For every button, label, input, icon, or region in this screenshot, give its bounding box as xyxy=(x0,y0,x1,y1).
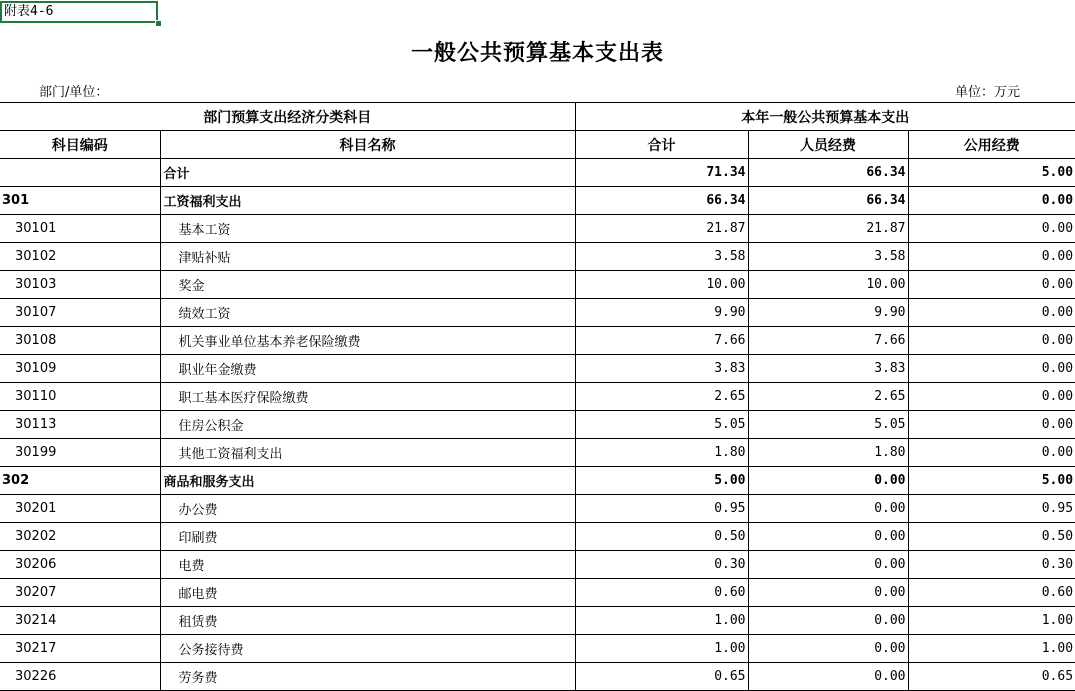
row-personnel-cell[interactable]: 9.90 xyxy=(748,299,908,327)
row-code-cell[interactable]: 30103 xyxy=(0,271,160,299)
row-public-cell[interactable]: 0.30 xyxy=(908,551,1075,579)
row-public-cell[interactable]: 0.00 xyxy=(908,383,1075,411)
row-name-cell[interactable]: 职工基本医疗保险缴费 xyxy=(160,383,575,411)
row-public-cell[interactable]: 0.00 xyxy=(908,327,1075,355)
row-personnel-cell[interactable]: 0.00 xyxy=(748,467,908,495)
row-total-cell[interactable]: 5.05 xyxy=(575,411,748,439)
table-row xyxy=(0,411,1075,439)
row-total-cell[interactable]: 7.66 xyxy=(575,327,748,355)
row-name-cell[interactable]: 合计 xyxy=(160,159,575,187)
unit-label: 单位：万元 xyxy=(955,85,1021,100)
row-total-cell[interactable]: 10.00 xyxy=(575,271,748,299)
header-code: 科目编码 xyxy=(0,131,160,159)
row-public-cell[interactable]: 0.95 xyxy=(908,495,1075,523)
row-code-cell[interactable]: 30102 xyxy=(0,243,160,271)
row-name-cell[interactable]: 工资福利支出 xyxy=(160,187,575,215)
table-row xyxy=(0,383,1075,411)
row-personnel-cell[interactable]: 0.00 xyxy=(748,663,908,691)
row-code-cell[interactable] xyxy=(0,159,160,187)
header-group-right: 本年一般公共预算基本支出 xyxy=(575,103,1075,131)
row-code-cell[interactable]: 30110 xyxy=(0,383,160,411)
row-name-cell[interactable]: 奖金 xyxy=(160,271,575,299)
row-total-cell[interactable]: 3.83 xyxy=(575,355,748,383)
row-public-cell[interactable]: 0.60 xyxy=(908,579,1075,607)
row-public-cell[interactable]: 0.00 xyxy=(908,271,1075,299)
row-personnel-cell[interactable]: 2.65 xyxy=(748,383,908,411)
row-public-cell[interactable]: 0.00 xyxy=(908,215,1075,243)
row-public-cell[interactable]: 0.00 xyxy=(908,411,1075,439)
row-code-cell[interactable]: 30217 xyxy=(0,635,160,663)
table-row xyxy=(0,327,1075,355)
row-code-cell[interactable]: 302 xyxy=(0,467,160,495)
row-personnel-cell[interactable]: 21.87 xyxy=(748,215,908,243)
header-public: 公用经费 xyxy=(908,131,1075,159)
cell-ref-text: 附表4-6 xyxy=(4,4,54,19)
row-code-cell[interactable]: 30207 xyxy=(0,579,160,607)
row-name-cell[interactable]: 商品和服务支出 xyxy=(160,467,575,495)
table-row xyxy=(0,159,1075,187)
row-total-cell[interactable]: 0.60 xyxy=(575,579,748,607)
table-row xyxy=(0,551,1075,579)
table-row xyxy=(0,187,1075,215)
table-row xyxy=(0,355,1075,383)
table-row xyxy=(0,635,1075,663)
table-row xyxy=(0,579,1075,607)
row-public-cell[interactable]: 0.00 xyxy=(908,439,1075,467)
row-public-cell[interactable]: 0.00 xyxy=(908,299,1075,327)
row-personnel-cell[interactable]: 3.83 xyxy=(748,355,908,383)
row-total-cell[interactable]: 0.50 xyxy=(575,523,748,551)
row-name-cell[interactable]: 机关事业单位基本养老保险缴费 xyxy=(160,327,575,355)
row-total-cell[interactable]: 9.90 xyxy=(575,299,748,327)
row-public-cell[interactable]: 0.00 xyxy=(908,243,1075,271)
table-row xyxy=(0,271,1075,299)
row-code-cell[interactable]: 30107 xyxy=(0,299,160,327)
row-total-cell[interactable]: 1.80 xyxy=(575,439,748,467)
row-personnel-cell[interactable]: 0.00 xyxy=(748,607,908,635)
row-personnel-cell[interactable]: 66.34 xyxy=(748,159,908,187)
header-group-left: 部门预算支出经济分类科目 xyxy=(0,103,575,131)
row-public-cell[interactable]: 5.00 xyxy=(908,159,1075,187)
row-public-cell[interactable]: 1.00 xyxy=(908,607,1075,635)
row-personnel-cell[interactable]: 0.00 xyxy=(748,523,908,551)
row-personnel-cell[interactable]: 3.58 xyxy=(748,243,908,271)
row-total-cell[interactable]: 3.58 xyxy=(575,243,748,271)
row-public-cell[interactable]: 0.00 xyxy=(908,187,1075,215)
row-public-cell[interactable]: 0.50 xyxy=(908,523,1075,551)
dept-label: 部门/单位： xyxy=(39,85,109,100)
header-total: 合计 xyxy=(575,131,748,159)
row-total-cell[interactable]: 0.65 xyxy=(575,663,748,691)
row-total-cell[interactable]: 2.65 xyxy=(575,383,748,411)
header-name: 科目名称 xyxy=(160,131,575,159)
fill-handle[interactable] xyxy=(155,20,162,27)
row-total-cell[interactable]: 1.00 xyxy=(575,635,748,663)
row-name-cell[interactable]: 绩效工资 xyxy=(160,299,575,327)
row-name-cell[interactable]: 电费 xyxy=(160,551,575,579)
row-personnel-cell[interactable]: 10.00 xyxy=(748,271,908,299)
row-public-cell[interactable]: 5.00 xyxy=(908,467,1075,495)
table-row xyxy=(0,467,1075,495)
row-name-cell[interactable]: 劳务费 xyxy=(160,663,575,691)
row-personnel-cell[interactable]: 7.66 xyxy=(748,327,908,355)
row-code-cell[interactable]: 30214 xyxy=(0,607,160,635)
row-code-cell[interactable]: 30206 xyxy=(0,551,160,579)
row-total-cell[interactable]: 5.00 xyxy=(575,467,748,495)
row-name-cell[interactable]: 职业年金缴费 xyxy=(160,355,575,383)
selected-cell[interactable] xyxy=(0,1,158,23)
table-row xyxy=(0,439,1075,467)
row-code-cell[interactable]: 301 xyxy=(0,187,160,215)
row-name-cell[interactable]: 住房公积金 xyxy=(160,411,575,439)
header-personnel: 人员经费 xyxy=(748,131,908,159)
table-row xyxy=(0,215,1075,243)
row-name-cell[interactable]: 津贴补贴 xyxy=(160,243,575,271)
table-row xyxy=(0,299,1075,327)
row-total-cell[interactable]: 0.30 xyxy=(575,551,748,579)
row-name-cell[interactable]: 租赁费 xyxy=(160,607,575,635)
table-row xyxy=(0,607,1075,635)
row-total-cell[interactable]: 0.95 xyxy=(575,495,748,523)
table-row xyxy=(0,243,1075,271)
row-code-cell[interactable]: 30109 xyxy=(0,355,160,383)
row-public-cell[interactable]: 1.00 xyxy=(908,635,1075,663)
row-personnel-cell[interactable]: 0.00 xyxy=(748,495,908,523)
table-row xyxy=(0,495,1075,523)
row-personnel-cell[interactable]: 66.34 xyxy=(748,187,908,215)
row-code-cell[interactable]: 30101 xyxy=(0,215,160,243)
row-code-cell[interactable]: 30201 xyxy=(0,495,160,523)
row-total-cell[interactable]: 21.87 xyxy=(575,215,748,243)
row-total-cell[interactable]: 71.34 xyxy=(575,159,748,187)
row-code-cell[interactable]: 30226 xyxy=(0,663,160,691)
row-personnel-cell[interactable]: 1.80 xyxy=(748,439,908,467)
row-personnel-cell[interactable]: 0.00 xyxy=(748,579,908,607)
row-name-cell[interactable]: 基本工资 xyxy=(160,215,575,243)
table-row xyxy=(0,663,1075,691)
row-name-cell[interactable]: 公务接待费 xyxy=(160,635,575,663)
row-code-cell[interactable]: 30108 xyxy=(0,327,160,355)
row-name-cell[interactable]: 办公费 xyxy=(160,495,575,523)
budget-table xyxy=(0,102,1075,691)
table-row xyxy=(0,523,1075,551)
row-name-cell[interactable]: 邮电费 xyxy=(160,579,575,607)
row-public-cell[interactable]: 0.65 xyxy=(908,663,1075,691)
row-personnel-cell[interactable]: 0.00 xyxy=(748,551,908,579)
row-code-cell[interactable]: 30113 xyxy=(0,411,160,439)
row-code-cell[interactable]: 30202 xyxy=(0,523,160,551)
row-total-cell[interactable]: 66.34 xyxy=(575,187,748,215)
row-personnel-cell[interactable]: 5.05 xyxy=(748,411,908,439)
row-code-cell[interactable]: 30199 xyxy=(0,439,160,467)
page-title: 一般公共预算基本支出表 xyxy=(410,40,664,66)
row-public-cell[interactable]: 0.00 xyxy=(908,355,1075,383)
row-name-cell[interactable]: 其他工资福利支出 xyxy=(160,439,575,467)
row-name-cell[interactable]: 印刷费 xyxy=(160,523,575,551)
row-personnel-cell[interactable]: 0.00 xyxy=(748,635,908,663)
row-total-cell[interactable]: 1.00 xyxy=(575,607,748,635)
